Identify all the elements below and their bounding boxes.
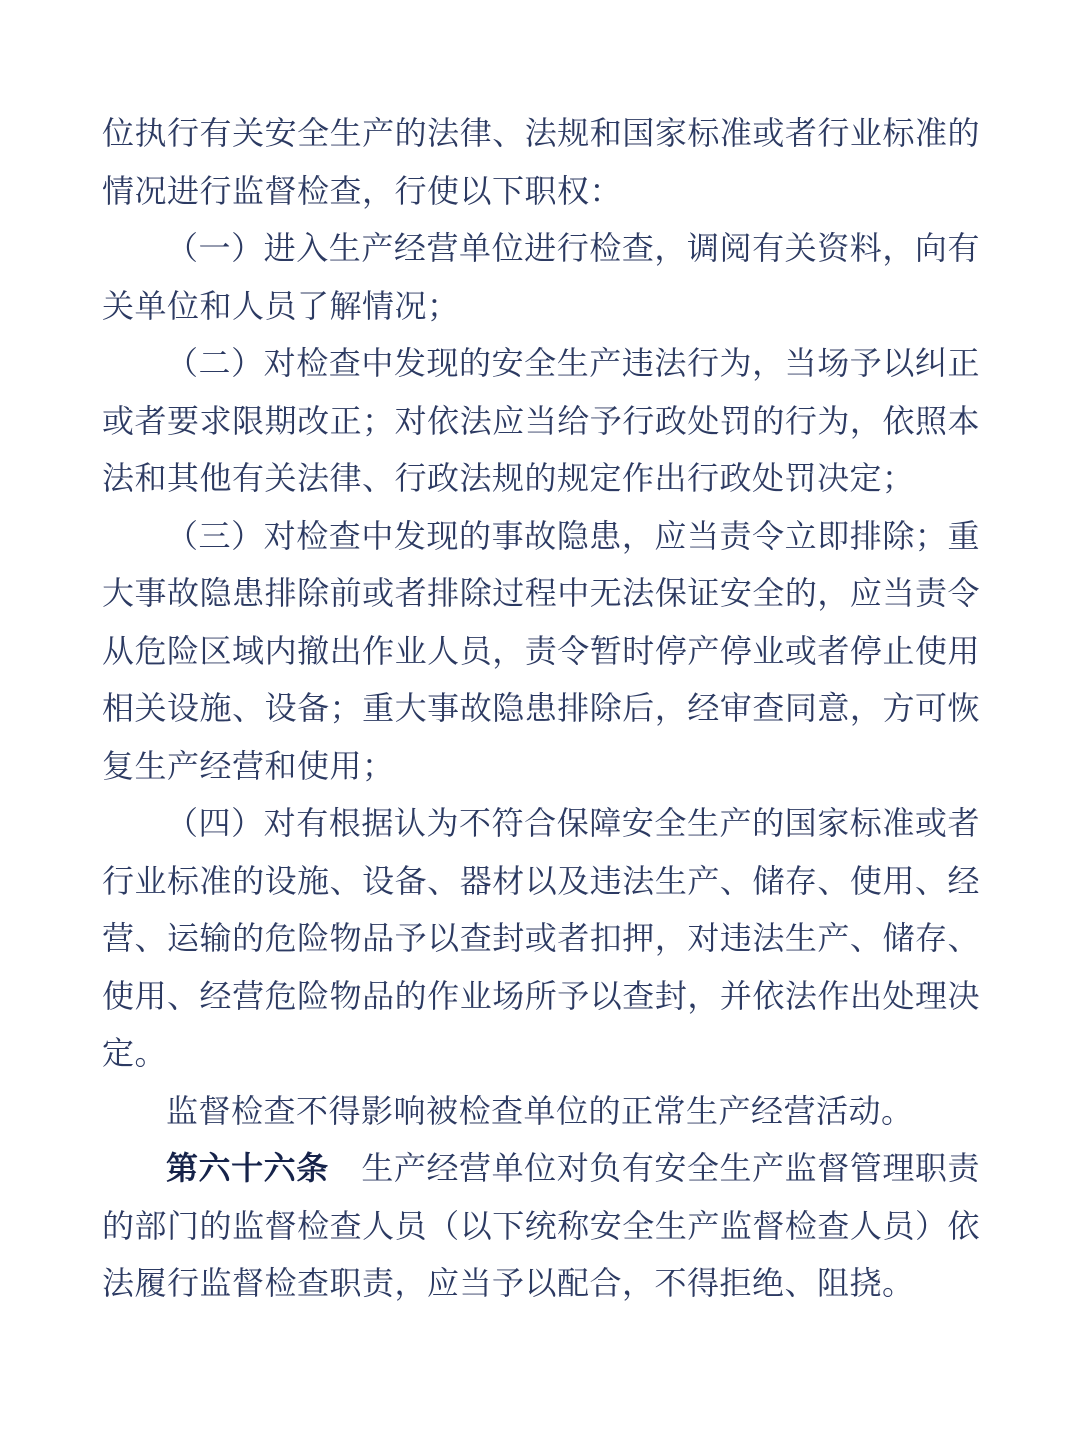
- paragraph-item-2: （二）对检查中发现的安全生产违法行为，当场予以纠正或者要求限期改正；对依法应当给予行政处罚的行为，依照本法和其他有关法律、行政法规的规定作出行政处罚决定；: [102, 345, 980, 496]
- article-66-text: 生产经营单位对负有安全生产监督管理职责的部门的监督检查人员（以下统称安全生产监督检查人员）依法履行监督检查职责，应当予以配合，不得拒绝、阻挠。: [102, 1150, 980, 1301]
- paragraph-item-4: （四）对有根据认为不符合保障安全生产的国家标准或者行业标准的设施、设备、器材以及违法生产、储存、使用、经营、运输的危险物品予以查封或者扣押，对违法生产、储存、使用、经营危险物品的作业场所予以查封，并依法作出处理决定。: [102, 805, 980, 1071]
- paragraph-item-3: （三）对检查中发现的事故隐患，应当责令立即排除；重大事故隐患排除前或者排除过程中无法保证安全的，应当责令从危险区域内撤出作业人员，责令暂时停产停业或者停止使用相关设施、设备；重大事故隐患排除后，经审查同意，方可恢复生产经营和使用；: [102, 517, 980, 784]
- legal-text-body: [102, 105, 980, 1313]
- paragraph-continuation: 位执行有关安全生产的法律、法规和国家标准或者行业标准的情况进行监督检查，行使以下职权：: [102, 115, 980, 209]
- paragraph-supervision-note: 监督检查不得影响被检查单位的正常生产经营活动。: [166, 1092, 914, 1129]
- article-number: 第六十六条: [166, 1150, 329, 1186]
- paragraph-article-66: [102, 1140, 980, 1313]
- paragraph-item-1: （一）进入生产经营单位进行检查，调阅有关资料，向有关单位和人员了解情况；: [102, 230, 980, 324]
